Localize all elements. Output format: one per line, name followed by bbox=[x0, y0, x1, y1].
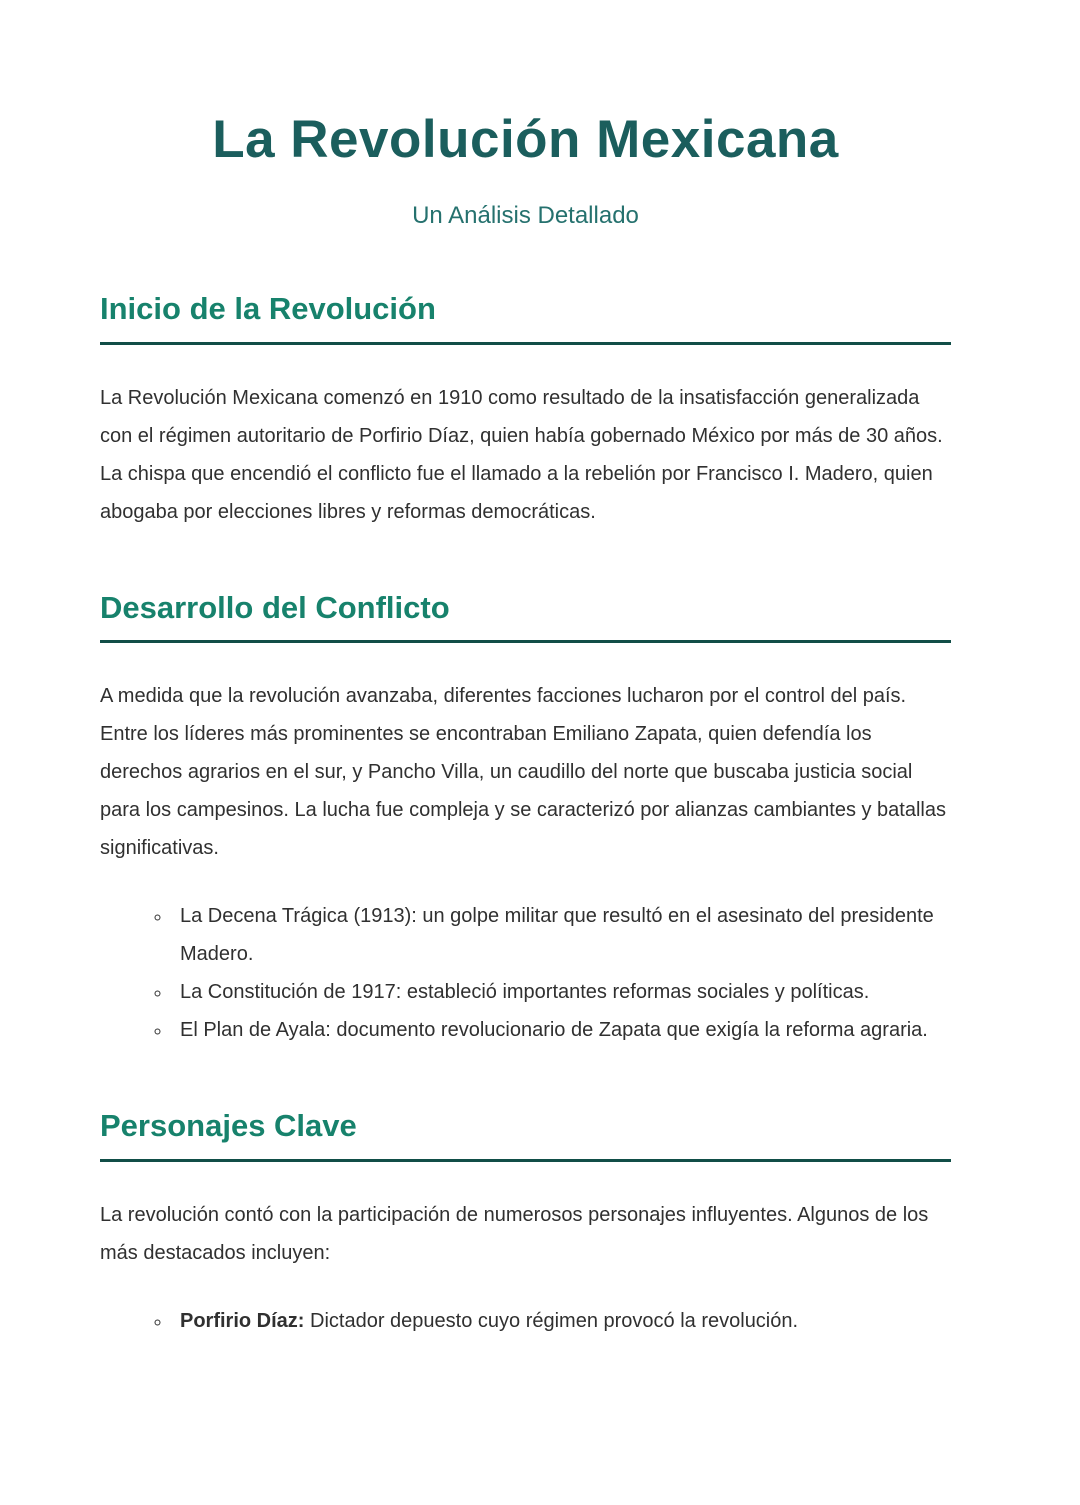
section bbox=[100, 589, 951, 1050]
section bbox=[100, 1107, 951, 1340]
list-item-text: Dictador depuesto cuyo régimen provocó la revolución. bbox=[304, 1310, 799, 1333]
section-heading: Personajes Clave bbox=[100, 1108, 357, 1144]
document-subtitle: Un Análisis Detallado bbox=[412, 201, 639, 229]
list-item-term: Porfirio Díaz: bbox=[180, 1310, 305, 1333]
paragraph: La revolución contó con la participación de numerosos personajes influyentes. Algunos de los más destacados incluyen: bbox=[100, 1204, 929, 1265]
section-divider bbox=[100, 342, 951, 345]
bullet-list bbox=[100, 1302, 951, 1340]
section-heading: Inicio de la Revolución bbox=[100, 290, 436, 326]
list-item-text: El Plan de Ayala: documento revolucionario de Zapata que exigía la reforma agraria. bbox=[180, 1019, 928, 1042]
section-divider bbox=[100, 1159, 951, 1162]
section-content bbox=[100, 379, 951, 531]
document-title: La Revolución Mexicana bbox=[212, 110, 839, 169]
section-heading: Desarrollo del Conflicto bbox=[100, 589, 450, 625]
document-page bbox=[0, 108, 1080, 1340]
section-divider bbox=[100, 640, 951, 643]
paragraph: La Revolución Mexicana comenzó en 1910 como resultado de la insatisfacción generalizada con el régimen autoritario de Porfirio Díaz, quien había gobernado México por más de 30 años. La chispa que encendió el conflicto fue el llamado a la rebelión por Francisco I. Madero, quien abogaba por elecciones libres y reformas democráticas. bbox=[100, 386, 943, 523]
list-item bbox=[172, 897, 951, 973]
list-item-text: La Constitución de 1917: estableció importantes reformas sociales y políticas. bbox=[180, 981, 870, 1004]
document-body bbox=[100, 290, 951, 1340]
list-item bbox=[172, 973, 951, 1011]
list-item bbox=[172, 1011, 951, 1049]
list-item-text: La Decena Trágica (1913): un golpe militar que resultó en el asesinato del presidente Madero. bbox=[180, 905, 934, 966]
paragraph: A medida que la revolución avanzaba, diferentes facciones lucharon por el control del país. Entre los líderes más prominentes se encontraban Emiliano Zapata, quien defendía los derechos agrarios en el sur, y Pancho Villa, un caudillo del norte que buscaba justicia social para los campesinos. La lucha fue compleja y se caracterizó por alianzas cambiantes y batallas significativas. bbox=[100, 685, 946, 860]
list-item bbox=[172, 1302, 951, 1340]
section-content bbox=[100, 677, 951, 1049]
bullet-list bbox=[100, 897, 951, 1049]
section bbox=[100, 290, 951, 531]
section-content bbox=[100, 1196, 951, 1340]
